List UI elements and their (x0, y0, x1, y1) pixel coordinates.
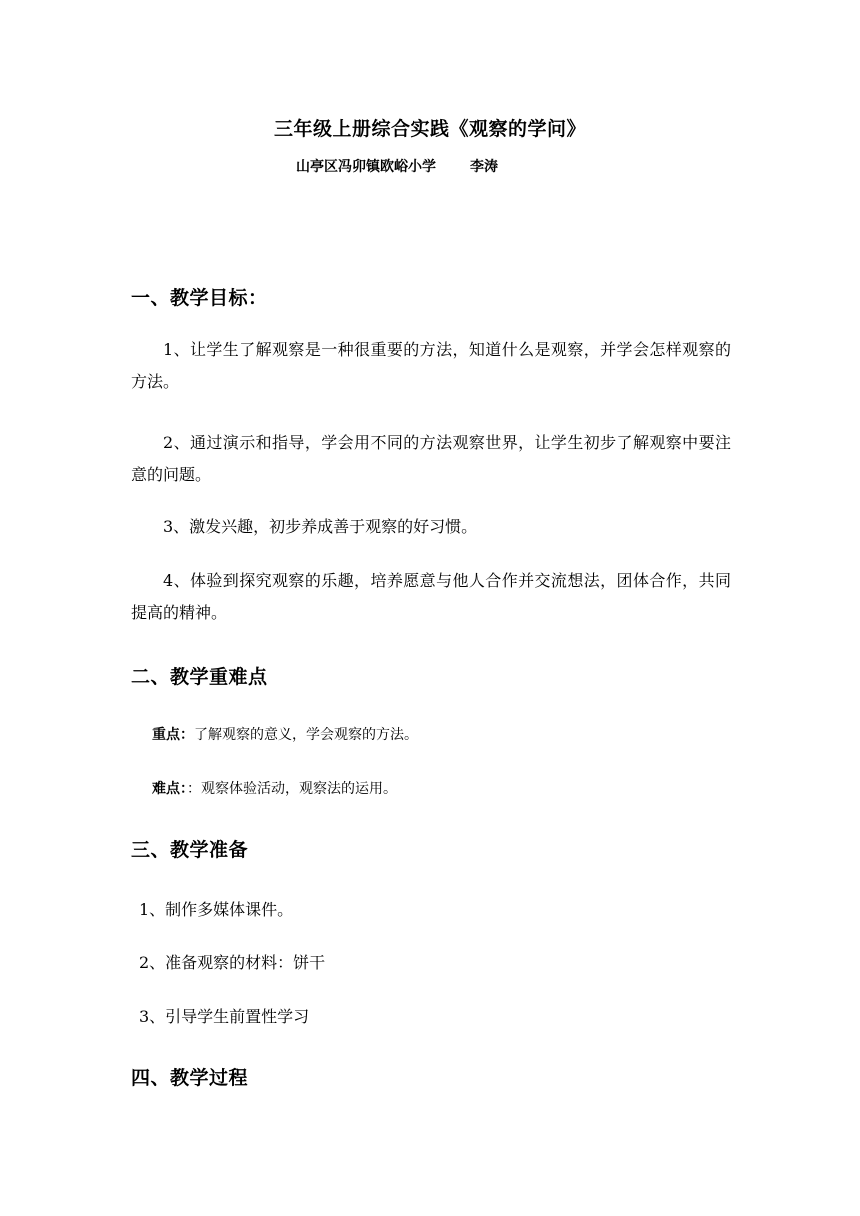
difficult-point-line (152, 778, 397, 798)
section-heading-objectives: 一、教学目标： (131, 287, 268, 309)
author-name: 李涛 (470, 159, 498, 175)
preparation-item-3: 3、引导学生前置性学习 (139, 1007, 310, 1026)
objective-item-1: 1、让学生了解观察是一种很重要的方法，知道什么是观察，并学会怎样观察的方法。 (131, 340, 731, 391)
section-heading-preparation: 三、教学准备 (131, 839, 249, 861)
author-line (296, 156, 498, 176)
document-title: 三年级上册综合实践《观察的学问》 (273, 118, 586, 140)
objective-item-3: 3、激发兴趣，初步养成善于观察的好习惯。 (163, 517, 478, 536)
key-point-line (152, 724, 418, 744)
preparation-item-2: 2、准备观察的材料：饼干 (139, 953, 326, 972)
section-heading-process: 四、教学过程 (131, 1067, 249, 1089)
key-point-text: 了解观察的意义，学会观察的方法。 (194, 727, 418, 743)
key-point-label: 重点： (152, 727, 194, 743)
section-heading-key-points: 二、教学重难点 (131, 666, 268, 688)
objective-item-4: 4、体验到探究观察的乐趣，培养愿意与他人合作并交流想法，团体合作，共同提高的精神。 (131, 571, 731, 622)
author-school: 山亭区冯卯镇欧峪小学 (296, 159, 436, 175)
objective-item-2: 2、通过演示和指导，学会用不同的方法观察世界，让学生初步了解观察中要注意的问题。 (131, 433, 731, 484)
difficult-point-text: ：观察体验活动，观察法的运用。 (187, 781, 397, 797)
difficult-point-label: 难点： (152, 781, 187, 797)
preparation-item-1: 1、制作多媒体课件。 (139, 900, 294, 919)
